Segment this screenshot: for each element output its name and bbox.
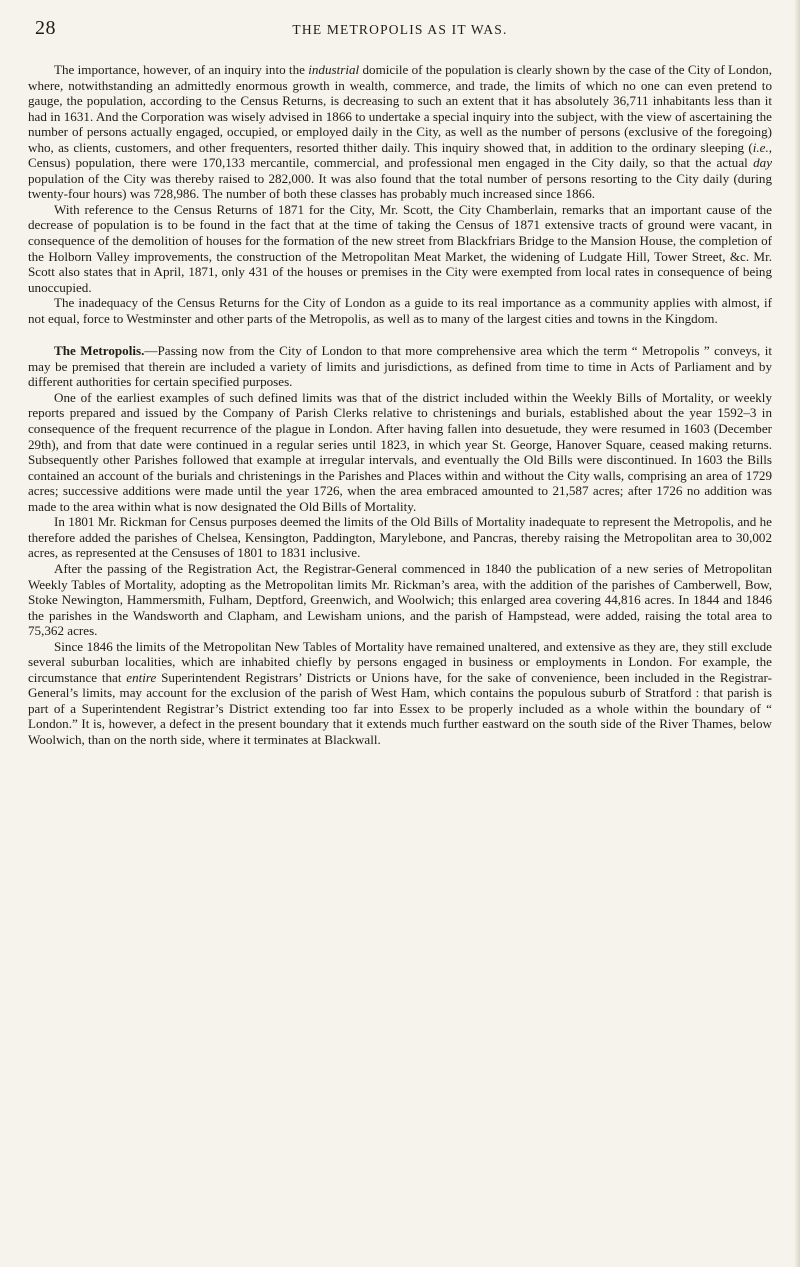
paragraph-census-1871: With reference to the Census Returns of 1871 for the City, Mr. Scott, the City Chamberlain, remarks that an important cause of the decrease of population is to be found in the fact that at the time of taking the Census of 1871 extensive tracts of ground were vacant, in consequence of the demolition of houses for the formation of the new street from Blackfriars Bridge to the Mansion House, the completion of the Holborn Valley improvements, the construction of the Metropolitan Meat Market, the widening of Ludgate Hill, Tower Street, &c. Mr. Scott also states that in April, 1871, only 431 of the houses or premises in the City were exempted from local rates in consequence of being unoccupied. bbox=[28, 201, 772, 295]
emphasis-ie: i.e., bbox=[752, 139, 772, 155]
paragraph-bills-of-mortality: One of the earliest examples of such defined limits was that of the district included within the Weekly Bills of Mortality, or weekly reports prepared and issued by the Company of Parish Clerks relative to christenings and burials, established about the year 1592–3 in consequence of the frequent recurrence of the plague in London. After having fallen into desuetude, they were resumed in 1603 (December 29th), and from that date were continued in a regular series until 1823, in which year St. George, Hanover Square, ceased making returns. Subsequently other Parishes followed that example at irregular intervals, and eventually the Old Bills were discontinued. In 1603 the Bills contained an account of the burials and christenings in the Parishes and Places within and without the City walls, comprising an area of 1729 acres; successive additions were made until the year 1726, when the area embraced amounted to 21,587 acres; after 1726 no addition was made to the area within what is now designated the Old Bills of Mortality. bbox=[28, 389, 772, 514]
page-edge-shadow bbox=[794, 0, 800, 1267]
section-heading: The Metropolis. bbox=[54, 343, 145, 359]
emphasis-industrial: industrial bbox=[308, 62, 360, 77]
running-head: THE METROPOLIS AS IT WAS. bbox=[292, 22, 508, 37]
paragraph-since-1846: Since 1846 the limits of the Metropolitan New Tables of Mortality have remained unaltered, and extensive as they are, they still exclude several suburban localities, which are inhabited chiefly by persons engaged in business or employments in London. For example, the circumstance that entire Superintendent Registrars’ Districts or Unions have, for the sake of convenience, been included in the Registrar-General’s limits, may account for the exclusion of the parish of West Ham, which contains the populous suburb of Stratford : that parish is part of a Superintendent Registrar’s District extending too far into Essex to be properly included as a whole within the boundary of “ London.” It is, however, a defect in the present boundary that it extends much further eastward on the south side of the River Thames, below Woolwich, than on the north side, where it terminates at Blackwall. bbox=[28, 638, 772, 747]
page-number: 28 bbox=[35, 17, 56, 39]
body-text bbox=[28, 62, 772, 748]
paragraph-metropolis: The Metropolis.—Passing now from the City of London to that more comprehensive area which the term “ Metropolis ” conveys, it may be premised that therein are included a variety of limits and jurisdictions, as defined from time to time in Acts of Parliament and by different authorities for certain specified purposes. bbox=[28, 343, 772, 390]
paragraph-registration-act: After the passing of the Registration Act, the Registrar-General commenced in 1840 the publication of a new series of Metropolitan Weekly Tables of Mortality, adopting as the Metropolitan limits Mr. Rickman’s area, with the addition of the parishes of Camberwell, Bow, Stoke Newington, Hammersmith, Fulham, Deptford, Greenwich, and Woolwich; this enlarged area covering 44,816 acres. In 1844 and 1846 the parishes in the Wandsworth and Clapham, and Lewisham unions, and the parish of Hampstead, were added, raising the total area to 75,362 acres. bbox=[28, 560, 772, 639]
emphasis-day: day bbox=[753, 155, 772, 171]
paragraph-rickman: In 1801 Mr. Rickman for Census purposes deemed the limits of the Old Bills of Mortality inadequate to represent the Metropolis, and he therefore added the parishes of Chelsea, Kensington, Paddington, Marylebone, and Pancras, thereby raising the Metropolitan area to 30,002 acres, as represented at the Censuses of 1801 to 1831 inclusive. bbox=[28, 514, 772, 561]
emphasis-entire: entire bbox=[126, 669, 157, 685]
paragraph-industrial-domicile: The importance, however, of an inquiry into the industrial domicile of the population is clearly shown by the case of the City of London, where, notwithstanding an admittedly enormous growth in wealth, commerce, and trade, the limits of which no one can even pretend to gauge, the population, according to the Census Returns, is decreasing to such an extent that it has absolutely 36,711 inhabitants less than it had in 1631. And the Corporation was wisely advised in 1866 to undertake a special inquiry into the subject, with the view of ascertaining the number of persons actually engaged, occupied, or employed daily in the City, as well as the number of persons (exclusive of the foregoing) who, as clients, customers, and other frequenters, resorted thither daily. This inquiry showed that, in addition to the ordinary sleeping (i.e., Census) population, there were 170,133 mercantile, commercial, and professional men engaged in the City daily, so that the actual day population of the City was thereby raised to 282,000. It was also found that the total number of persons resorting to the City daily (during twenty-four hours) was 728,986. The number of both these classes has probably much increased since 1866. bbox=[28, 62, 772, 202]
paragraph-inadequacy: The inadequacy of the Census Returns for the City of London as a guide to its real importance as a community applies with almost, if not equal, force to Westminster and other parts of the Metropolis, as well as to many of the largest cities and towns in the Kingdom. bbox=[28, 295, 772, 326]
